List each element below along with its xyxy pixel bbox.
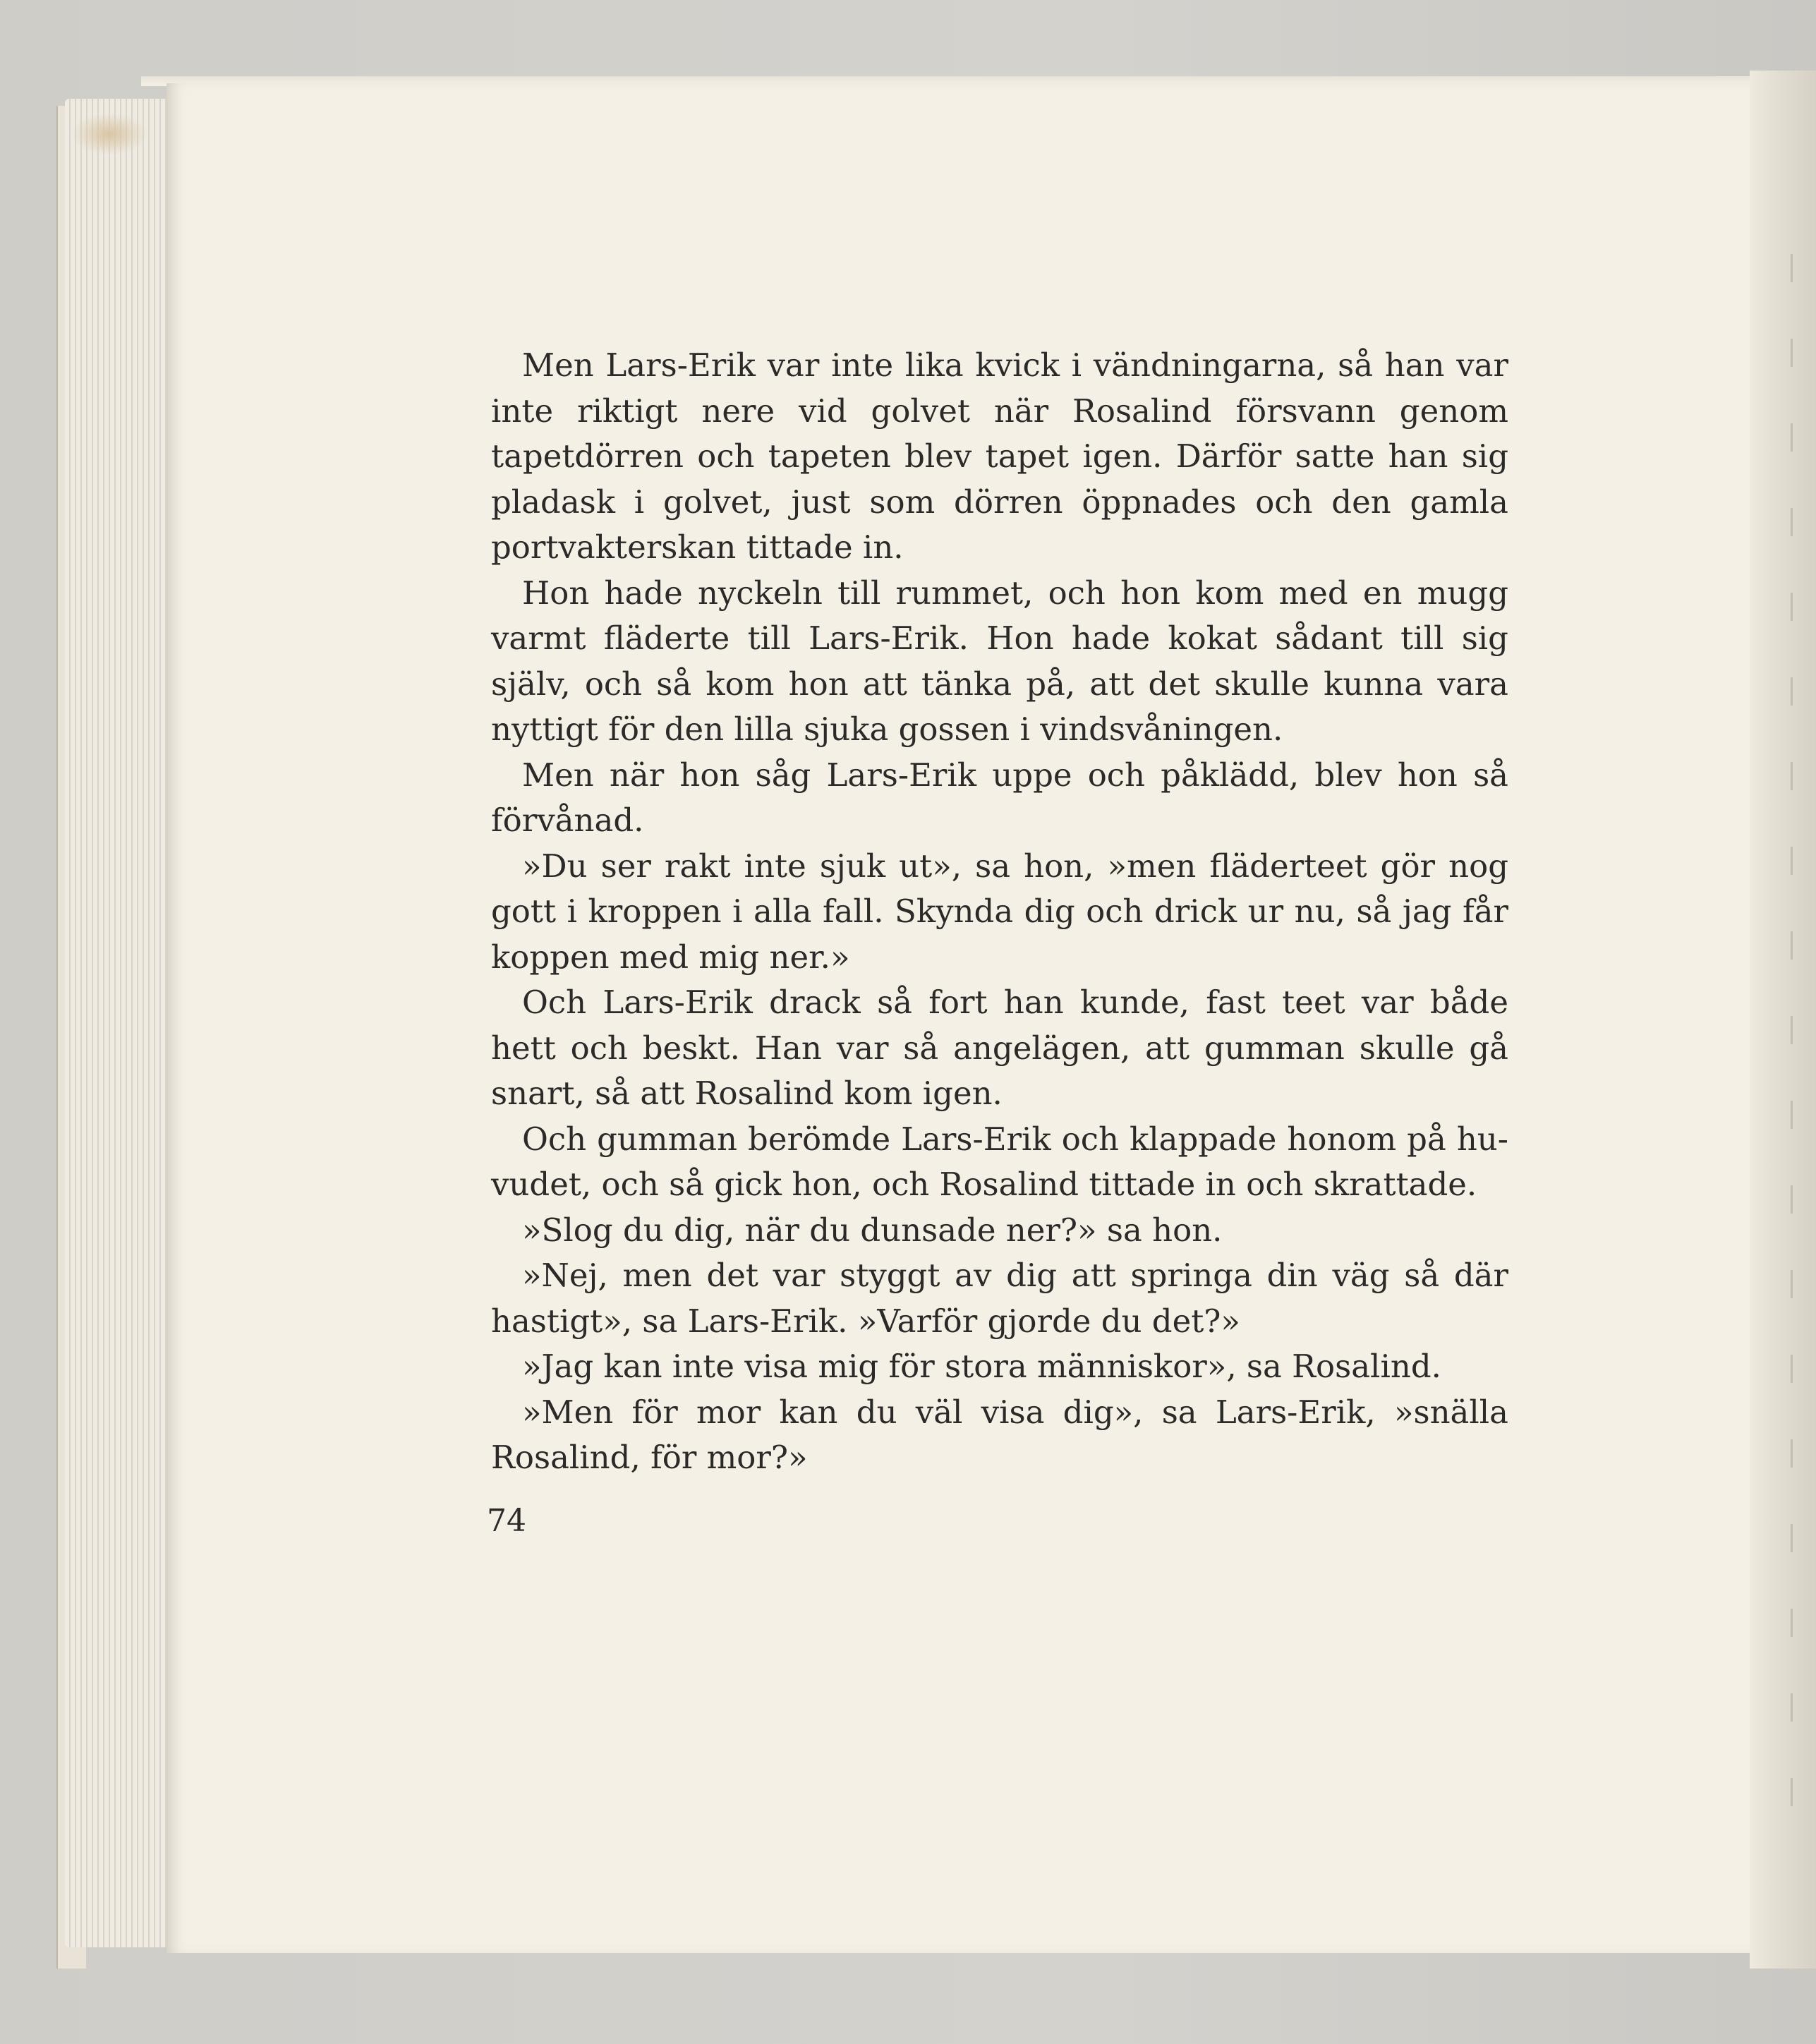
page-number: 74 (487, 1503, 526, 1539)
paragraph: »Du ser rakt inte sjuk ut», sa hon, »men fläderteet gör nog gott i kroppen i alla fall. Skynda dig och drick ur nu, så jag får koppen med mig ner.» (491, 847, 1508, 976)
paper-stain (71, 113, 148, 155)
paragraph: Och gumman berömde Lars-Erik och klappade honom på huvudet, och så gick hon, och Rosalind tittade in och skrattade. (491, 1120, 1508, 1203)
paragraph: Men när hon såg Lars-Erik uppe och påklädd, blev hon så förvånad. (491, 756, 1508, 839)
paragraph: »Nej, men det var styggt av dig att springa din väg så där hastigt», sa Lars-Erik. »Varför gjorde du det?» (491, 1257, 1508, 1340)
paragraph: Men Lars-Erik var inte lika kvick i vändningarna, så han var inte riktigt nere vid golvet när Rosalind försvann genom tapetdörren och tapeten blev tapet igen. Därför satte han sig pladask i golvet, just som dörren öppnades och den gamla portvakterskan tittade in. (491, 346, 1508, 566)
body-text (491, 343, 1508, 1481)
paragraph: Hon hade nyckeln till rummet, och hon kom med en mugg varmt fläderte till Lars-Erik. Hon hade kokat sådant till sig själv, och så kom hon att tänka på, att det skulle kunna vara nyttigt för den lilla sjuka gossen i vindsvåningen. (491, 574, 1508, 748)
page-stack-edges (65, 99, 178, 1947)
paragraph: »Men för mor kan du väl visa dig», sa Lars-Erik, »snälla Rosalind, för mor?» (491, 1393, 1508, 1476)
paragraph: Och Lars-Erik drack så fort han kunde, fast teet var både hett och beskt. Han var så angelägen, att gumman skulle gå snart, så att Rosalind kom igen. (491, 984, 1508, 1112)
paragraph: »Slog du dig, när du dunsade ner?» sa hon. (522, 1211, 1223, 1249)
paragraph: »Jag kan inte visa mig för stora människor», sa Rosalind. (522, 1348, 1441, 1385)
binding-gutter (1750, 71, 1816, 1969)
binding-thread (1791, 254, 1793, 1806)
